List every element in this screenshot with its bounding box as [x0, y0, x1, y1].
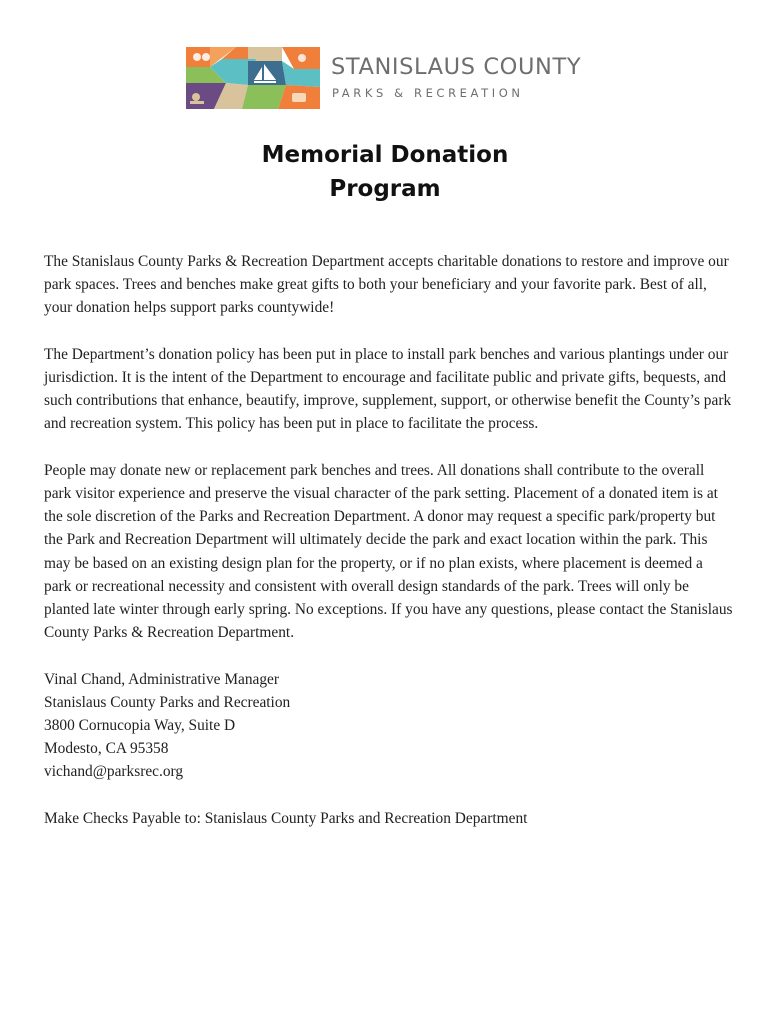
- org-subtitle: PARKS & RECREATION: [332, 86, 524, 100]
- title-line-1: Memorial Donation: [261, 142, 509, 168]
- contact-address: 3800 Cornucopia Way, Suite D: [44, 717, 236, 735]
- header: [186, 47, 606, 109]
- contact-email[interactable]: vichand@parksrec.org: [44, 763, 184, 781]
- page-title: [0, 138, 770, 206]
- contact-name: Vinal Chand, Administrative Manager: [44, 670, 280, 688]
- document-body: [44, 250, 734, 853]
- stanislaus-county-parks-logo: [186, 47, 320, 109]
- title-line-2: Program: [329, 176, 441, 202]
- paragraph-donations: People may donate new or replacement park benches and trees. All donations shall contribute to the overall park visitor experience and preserve the visual character of the park setting. Placement of a donated item is at the sole discretion of the Parks and Recreation Department. A donor may request a specific park/property but the Park and Recreation Department will ultimately decide the park and exact location within the park. This may be based on an existing design plan for the property, or if no plan exists, where placement is deemed a park or recreational necessity and consistent with overall design standards of the park. Trees will only be planted late winter through early spring. No exceptions. If you have any questions, please contact the Stanislaus County Parks & Recreation Department.: [44, 461, 733, 642]
- contact-org: Stanislaus County Parks and Recreation: [44, 693, 291, 711]
- contact-block: [44, 668, 734, 784]
- paragraph-policy: The Department’s donation policy has been put in place to install park benches and various plantings under our jurisdiction. It is the intent of the Department to encourage and facilitate public and private gifts, bequests, and such contributions that enhance, beautify, improve, supplement, support, or otherwise benefit the County’s park and recreation system. This policy has been put in place to facilitate the process.: [44, 345, 732, 433]
- contact-city: Modesto, CA 95358: [44, 740, 169, 758]
- paragraph-intro: The Stanislaus County Parks & Recreation Department accepts charitable donations to restore and improve our park spaces. Trees and benches make great gifts to both your beneficiary and your favorite park. Best of all, your donation helps support parks countywide!: [44, 253, 729, 317]
- checks-payable-line: Make Checks Payable to: Stanislaus County Parks and Recreation Department: [44, 809, 528, 827]
- org-name: STANISLAUS COUNTY: [331, 54, 582, 80]
